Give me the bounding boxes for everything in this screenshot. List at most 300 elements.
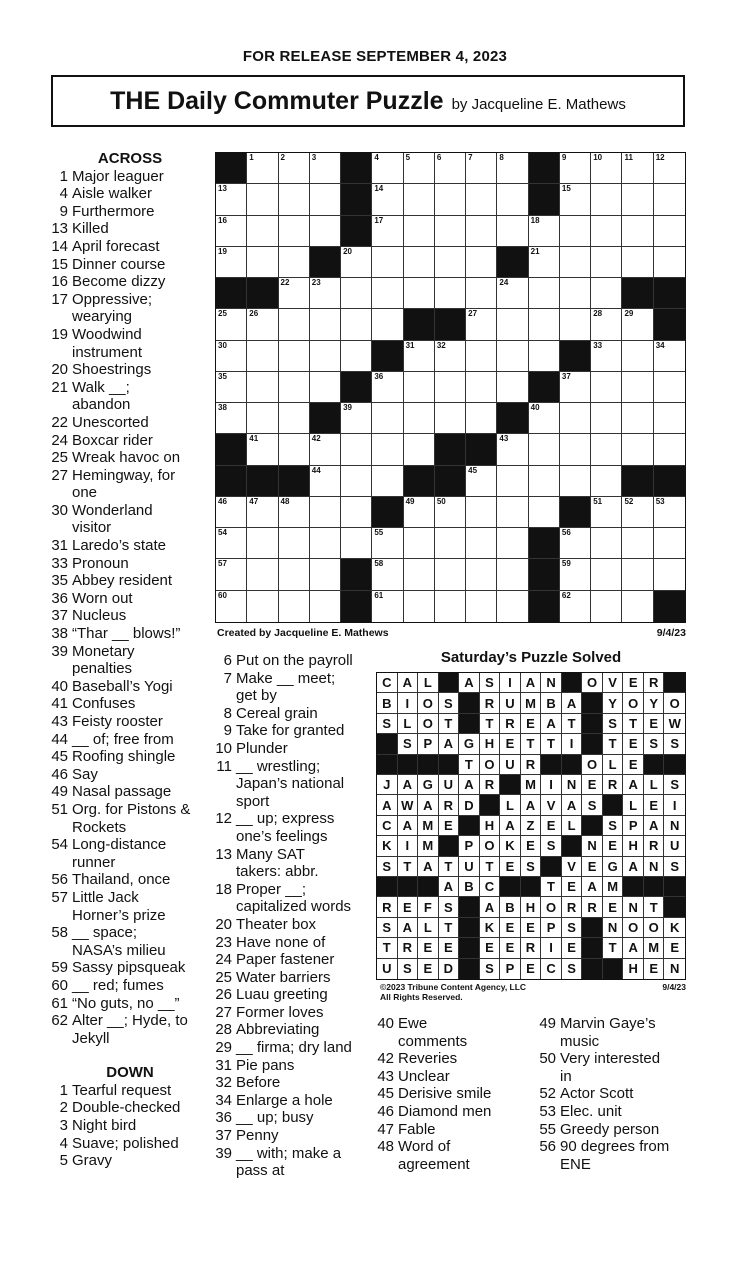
grid-cell[interactable] bbox=[310, 153, 341, 184]
grid-cell[interactable] bbox=[247, 153, 278, 184]
grid-cell[interactable] bbox=[591, 559, 622, 590]
solution-cell: E bbox=[398, 897, 419, 917]
grid-cell[interactable] bbox=[560, 372, 591, 403]
grid-cell[interactable] bbox=[560, 403, 591, 434]
grid-cell[interactable] bbox=[310, 591, 341, 622]
grid-cell[interactable] bbox=[372, 184, 403, 215]
cell-number: 4 bbox=[374, 153, 379, 162]
solution-cell: S bbox=[664, 857, 685, 877]
grid-cell[interactable] bbox=[560, 309, 591, 340]
solution-cell: E bbox=[521, 836, 542, 856]
grid-cell[interactable] bbox=[247, 559, 278, 590]
grid-cell[interactable] bbox=[310, 309, 341, 340]
down-header: DOWN bbox=[106, 1064, 154, 1082]
clue-text: Baseball’s Yogi bbox=[72, 677, 173, 695]
grid-cell[interactable] bbox=[341, 403, 372, 434]
grid-cell[interactable] bbox=[591, 278, 622, 309]
grid-cell[interactable] bbox=[654, 434, 685, 465]
clue-across-17 bbox=[50, 291, 210, 326]
grid-cell[interactable] bbox=[529, 434, 560, 465]
solution-cell: G bbox=[603, 857, 624, 877]
grid-cell[interactable] bbox=[466, 403, 497, 434]
solution-cell: L bbox=[418, 673, 439, 693]
grid-cell[interactable] bbox=[216, 341, 247, 372]
clue-down_col3-47 bbox=[376, 1121, 536, 1139]
clue-text: Woodwind bbox=[72, 325, 142, 343]
clue-down_col2-7 bbox=[214, 670, 374, 705]
solution-cell: G bbox=[459, 734, 480, 754]
grid-cell[interactable] bbox=[466, 528, 497, 559]
solution-cell: M bbox=[521, 693, 542, 713]
grid-cell[interactable] bbox=[591, 216, 622, 247]
grid-cell[interactable] bbox=[341, 434, 372, 465]
solution-black-square bbox=[439, 673, 460, 693]
grid-cell[interactable] bbox=[466, 466, 497, 497]
clue-number: 17 bbox=[51, 290, 68, 308]
grid-cell[interactable] bbox=[216, 372, 247, 403]
grid-cell[interactable] bbox=[216, 216, 247, 247]
grid-cell[interactable] bbox=[247, 309, 278, 340]
grid-cell[interactable] bbox=[529, 466, 560, 497]
grid-cell[interactable] bbox=[622, 247, 653, 278]
grid-cell[interactable] bbox=[216, 559, 247, 590]
grid-cell[interactable] bbox=[435, 341, 466, 372]
clue-down_col2-10 bbox=[214, 740, 374, 758]
grid-cell[interactable] bbox=[466, 559, 497, 590]
grid-cell[interactable] bbox=[404, 216, 435, 247]
grid-cell[interactable] bbox=[247, 341, 278, 372]
grid-cell[interactable] bbox=[622, 434, 653, 465]
cell-number: 41 bbox=[249, 434, 259, 444]
black-square bbox=[529, 372, 560, 403]
grid-cell[interactable] bbox=[247, 216, 278, 247]
grid-cell[interactable] bbox=[560, 278, 591, 309]
solution-cell: E bbox=[500, 857, 521, 877]
grid-cell[interactable] bbox=[497, 434, 528, 465]
grid-cell[interactable] bbox=[310, 216, 341, 247]
clue-number: 26 bbox=[215, 986, 232, 1004]
black-square bbox=[435, 466, 466, 497]
grid-cell[interactable] bbox=[560, 591, 591, 622]
solution-cell: E bbox=[562, 877, 583, 897]
grid-cell[interactable] bbox=[435, 278, 466, 309]
grid-cell[interactable] bbox=[654, 153, 685, 184]
grid-cell[interactable] bbox=[310, 559, 341, 590]
solution-cell: E bbox=[521, 959, 542, 979]
clue-text: Reveries bbox=[398, 1050, 458, 1068]
grid-cell[interactable] bbox=[372, 309, 403, 340]
grid-cell[interactable] bbox=[372, 591, 403, 622]
clue-across-21 bbox=[50, 379, 210, 414]
grid-cell[interactable] bbox=[372, 466, 403, 497]
grid-cell[interactable] bbox=[529, 341, 560, 372]
grid-cell[interactable] bbox=[654, 497, 685, 528]
grid-cell[interactable] bbox=[279, 247, 310, 278]
grid-cell[interactable] bbox=[341, 497, 372, 528]
clue-down_col2-13 bbox=[214, 846, 374, 881]
grid-cell[interactable] bbox=[341, 278, 372, 309]
black-square bbox=[247, 278, 278, 309]
grid-cell[interactable] bbox=[279, 591, 310, 622]
cell-number: 10 bbox=[593, 153, 603, 162]
grid-cell[interactable] bbox=[591, 309, 622, 340]
clue-number: 5 bbox=[59, 1152, 68, 1170]
grid-cell[interactable] bbox=[622, 153, 653, 184]
black-square bbox=[529, 559, 560, 590]
grid-cell[interactable] bbox=[216, 403, 247, 434]
copyright-line-1: ©2023 Tribune Content Agency, LLC bbox=[380, 982, 527, 992]
grid-cell[interactable] bbox=[372, 247, 403, 278]
cell-number: 6 bbox=[436, 153, 442, 162]
grid-cell[interactable] bbox=[622, 559, 653, 590]
solution-cell: E bbox=[644, 959, 665, 979]
grid-cell[interactable] bbox=[247, 184, 278, 215]
grid-cell[interactable] bbox=[591, 403, 622, 434]
grid-cell[interactable] bbox=[435, 216, 466, 247]
grid-cell[interactable] bbox=[529, 247, 560, 278]
grid-cell[interactable] bbox=[404, 497, 435, 528]
grid-cell[interactable] bbox=[622, 372, 653, 403]
clue-text: abandon bbox=[72, 396, 131, 414]
grid-cell[interactable] bbox=[560, 153, 591, 184]
solution-black-square bbox=[644, 877, 665, 897]
grid-cell[interactable] bbox=[372, 403, 403, 434]
grid-cell[interactable] bbox=[529, 309, 560, 340]
grid-cell[interactable] bbox=[654, 372, 685, 403]
grid-cell[interactable] bbox=[497, 559, 528, 590]
grid-cell[interactable] bbox=[341, 466, 372, 497]
grid-cell[interactable] bbox=[310, 184, 341, 215]
grid-cell[interactable] bbox=[279, 216, 310, 247]
grid-cell[interactable] bbox=[497, 591, 528, 622]
grid-cell[interactable] bbox=[591, 528, 622, 559]
grid-cell[interactable] bbox=[435, 559, 466, 590]
grid-cell[interactable] bbox=[497, 497, 528, 528]
grid-cell[interactable] bbox=[404, 341, 435, 372]
grid-cell[interactable] bbox=[247, 372, 278, 403]
clue-number: 40 bbox=[377, 1015, 394, 1032]
puzzle-title: THE Daily Commuter Puzzle bbox=[110, 86, 444, 115]
cell-number: 17 bbox=[374, 215, 384, 225]
black-square bbox=[529, 591, 560, 622]
grid-cell[interactable] bbox=[279, 153, 310, 184]
cell-number: 23 bbox=[311, 278, 321, 288]
grid-cell[interactable] bbox=[622, 591, 653, 622]
grid-cell[interactable] bbox=[560, 247, 591, 278]
cell-number: 55 bbox=[374, 528, 384, 538]
grid-cell[interactable] bbox=[497, 184, 528, 215]
clue-across-51 bbox=[50, 801, 210, 836]
grid-cell[interactable] bbox=[216, 497, 247, 528]
grid-cell[interactable] bbox=[497, 466, 528, 497]
solution-cell: B bbox=[500, 897, 521, 917]
black-square bbox=[404, 309, 435, 340]
grid-cell[interactable] bbox=[372, 153, 403, 184]
solution-cell: R bbox=[500, 714, 521, 734]
solution-cell: A bbox=[398, 816, 419, 836]
crossword-grid[interactable] bbox=[215, 152, 686, 623]
grid-cell[interactable] bbox=[435, 184, 466, 215]
grid-cell[interactable] bbox=[497, 216, 528, 247]
grid-cell[interactable] bbox=[310, 278, 341, 309]
grid-cell[interactable] bbox=[247, 497, 278, 528]
grid-cell[interactable] bbox=[247, 528, 278, 559]
clue-down_col2-28 bbox=[214, 1021, 374, 1039]
grid-cell[interactable] bbox=[247, 591, 278, 622]
grid-cell[interactable] bbox=[497, 309, 528, 340]
across-header: ACROSS bbox=[97, 150, 163, 167]
grid-cell[interactable] bbox=[622, 309, 653, 340]
grid-cell[interactable] bbox=[435, 497, 466, 528]
solution-cell: U bbox=[439, 775, 460, 795]
grid-cell[interactable] bbox=[654, 528, 685, 559]
black-square bbox=[497, 403, 528, 434]
cell-number: 2 bbox=[280, 153, 285, 162]
grid-cell[interactable] bbox=[247, 247, 278, 278]
clue-text: Furthermore bbox=[72, 202, 155, 220]
grid-cell[interactable] bbox=[372, 434, 403, 465]
grid-cell[interactable] bbox=[372, 372, 403, 403]
grid-cell[interactable] bbox=[435, 403, 466, 434]
solution-cell: H bbox=[623, 959, 644, 979]
clue-across-59 bbox=[50, 959, 210, 977]
grid-cell[interactable] bbox=[591, 184, 622, 215]
grid-cell[interactable] bbox=[404, 153, 435, 184]
clue-text: takers: abbr. bbox=[236, 863, 319, 881]
cell-number: 30 bbox=[218, 340, 227, 350]
clue-number: 13 bbox=[51, 220, 68, 238]
cell-number: 58 bbox=[374, 559, 384, 569]
solution-black-square bbox=[398, 877, 419, 897]
grid-cell[interactable] bbox=[372, 216, 403, 247]
grid-cell[interactable] bbox=[560, 184, 591, 215]
solution-cell: E bbox=[562, 938, 583, 958]
grid-cell[interactable] bbox=[466, 309, 497, 340]
grid-cell[interactable] bbox=[466, 341, 497, 372]
grid-cell[interactable] bbox=[216, 184, 247, 215]
grid-cell[interactable] bbox=[654, 403, 685, 434]
clue-text: Long-distance bbox=[72, 836, 167, 854]
grid-cell[interactable] bbox=[591, 153, 622, 184]
grid-cell[interactable] bbox=[560, 559, 591, 590]
clue-text: Many SAT bbox=[236, 845, 305, 863]
grid-cell[interactable] bbox=[466, 184, 497, 215]
grid-cell[interactable] bbox=[466, 591, 497, 622]
black-square bbox=[341, 216, 372, 247]
clue-number: 33 bbox=[51, 554, 68, 572]
solution-cell: K bbox=[664, 918, 685, 938]
grid-cell[interactable] bbox=[404, 591, 435, 622]
solution-black-square bbox=[398, 755, 419, 775]
grid-cell[interactable] bbox=[591, 466, 622, 497]
grid-cell[interactable] bbox=[622, 216, 653, 247]
grid-cell[interactable] bbox=[310, 466, 341, 497]
solution-cell: T bbox=[541, 734, 562, 754]
grid-cell[interactable] bbox=[622, 341, 653, 372]
grid-cell[interactable] bbox=[622, 497, 653, 528]
grid-cell[interactable] bbox=[404, 247, 435, 278]
grid-cell[interactable] bbox=[466, 497, 497, 528]
solution-cell: O bbox=[480, 836, 501, 856]
grid-cell[interactable] bbox=[622, 403, 653, 434]
cell-number: 50 bbox=[436, 496, 446, 506]
clue-down_col2-39 bbox=[214, 1145, 374, 1180]
grid-cell[interactable] bbox=[279, 372, 310, 403]
grid-cell[interactable] bbox=[435, 153, 466, 184]
cell-number: 21 bbox=[530, 246, 540, 256]
solution-cell: L bbox=[623, 795, 644, 815]
cell-number: 46 bbox=[218, 496, 227, 506]
solution-cell: E bbox=[480, 938, 501, 958]
grid-cell[interactable] bbox=[404, 278, 435, 309]
grid-cell[interactable] bbox=[466, 247, 497, 278]
grid-cell[interactable] bbox=[247, 434, 278, 465]
clue-number: 23 bbox=[215, 933, 232, 951]
clue-text: Fable bbox=[398, 1120, 436, 1138]
grid-cell[interactable] bbox=[529, 497, 560, 528]
solution-cell: R bbox=[582, 897, 603, 917]
grid-cell[interactable] bbox=[310, 497, 341, 528]
grid-cell[interactable] bbox=[654, 559, 685, 590]
clue-number: 20 bbox=[215, 915, 232, 933]
grid-cell[interactable] bbox=[622, 184, 653, 215]
solution-cell: L bbox=[418, 918, 439, 938]
grid-cell[interactable] bbox=[466, 153, 497, 184]
clue-number: 29 bbox=[215, 1039, 232, 1057]
clue-text: Abbreviating bbox=[236, 1021, 320, 1039]
grid-cell[interactable] bbox=[310, 434, 341, 465]
clue-text: Cereal grain bbox=[236, 704, 318, 722]
grid-cell[interactable] bbox=[529, 216, 560, 247]
grid-cell[interactable] bbox=[404, 434, 435, 465]
grid-cell[interactable] bbox=[497, 341, 528, 372]
grid-cell[interactable] bbox=[560, 466, 591, 497]
solution-cell: E bbox=[500, 918, 521, 938]
grid-cell[interactable] bbox=[404, 403, 435, 434]
cell-number: 28 bbox=[593, 309, 603, 319]
grid-cell[interactable] bbox=[529, 403, 560, 434]
black-square bbox=[372, 497, 403, 528]
grid-cell[interactable] bbox=[279, 497, 310, 528]
clue-text: __ up; busy bbox=[236, 1109, 314, 1127]
solution-cell: R bbox=[603, 775, 624, 795]
grid-cell[interactable] bbox=[310, 528, 341, 559]
clue-down_col1-2 bbox=[50, 1099, 210, 1117]
grid-cell[interactable] bbox=[435, 528, 466, 559]
solution-cell: L bbox=[603, 755, 624, 775]
grid-cell[interactable] bbox=[372, 278, 403, 309]
grid-cell[interactable] bbox=[466, 372, 497, 403]
grid-cell[interactable] bbox=[279, 559, 310, 590]
grid-cell[interactable] bbox=[654, 247, 685, 278]
grid-cell[interactable] bbox=[404, 184, 435, 215]
clue-across-54 bbox=[50, 836, 210, 871]
grid-cell[interactable] bbox=[560, 216, 591, 247]
clue-text: instrument bbox=[72, 343, 143, 361]
grid-cell[interactable] bbox=[341, 528, 372, 559]
grid-cell[interactable] bbox=[591, 591, 622, 622]
grid-cell[interactable] bbox=[497, 528, 528, 559]
clue-text: “No guts, no __” bbox=[72, 994, 180, 1012]
grid-cell[interactable] bbox=[279, 309, 310, 340]
grid-cell[interactable] bbox=[466, 278, 497, 309]
grid-cell[interactable] bbox=[654, 341, 685, 372]
grid-cell[interactable] bbox=[560, 528, 591, 559]
solution-cell: U bbox=[459, 857, 480, 877]
grid-cell[interactable] bbox=[466, 216, 497, 247]
grid-cell[interactable] bbox=[310, 341, 341, 372]
grid-cell[interactable] bbox=[654, 216, 685, 247]
grid-cell[interactable] bbox=[372, 559, 403, 590]
grid-cell[interactable] bbox=[435, 591, 466, 622]
grid-cell[interactable] bbox=[591, 372, 622, 403]
grid-cell[interactable] bbox=[654, 184, 685, 215]
cell-number: 5 bbox=[405, 153, 411, 162]
black-square bbox=[654, 309, 685, 340]
grid-cell[interactable] bbox=[404, 528, 435, 559]
grid-cell[interactable] bbox=[591, 434, 622, 465]
solution-cell: O bbox=[582, 673, 603, 693]
grid-cell[interactable] bbox=[216, 309, 247, 340]
grid-cell[interactable] bbox=[591, 341, 622, 372]
solution-cell: A bbox=[377, 795, 398, 815]
grid-cell[interactable] bbox=[247, 403, 278, 434]
grid-cell[interactable] bbox=[497, 372, 528, 403]
grid-cell[interactable] bbox=[216, 247, 247, 278]
grid-cell[interactable] bbox=[435, 372, 466, 403]
solution-grid bbox=[376, 672, 686, 980]
grid-cell[interactable] bbox=[341, 309, 372, 340]
grid-cell[interactable] bbox=[279, 341, 310, 372]
grid-cell[interactable] bbox=[497, 153, 528, 184]
clue-text: Sassy pipsqueak bbox=[72, 959, 186, 977]
clue-text: Dinner course bbox=[72, 255, 166, 273]
grid-cell[interactable] bbox=[279, 403, 310, 434]
solution-title: Saturday’s Puzzle Solved bbox=[440, 649, 622, 666]
grid-cell[interactable] bbox=[404, 559, 435, 590]
clue-number: 24 bbox=[215, 951, 232, 969]
grid-cell[interactable] bbox=[529, 278, 560, 309]
grid-cell[interactable] bbox=[560, 434, 591, 465]
grid-cell[interactable] bbox=[497, 278, 528, 309]
cell-number: 13 bbox=[218, 184, 227, 194]
clue-text: Marvin Gaye’s bbox=[560, 1015, 656, 1032]
grid-cell[interactable] bbox=[279, 184, 310, 215]
solution-cell: T bbox=[480, 714, 501, 734]
grid-cell[interactable] bbox=[279, 434, 310, 465]
clue-text: get by bbox=[236, 687, 277, 705]
grid-cell[interactable] bbox=[591, 497, 622, 528]
grid-cell[interactable] bbox=[591, 247, 622, 278]
grid-cell[interactable] bbox=[372, 528, 403, 559]
grid-cell[interactable] bbox=[341, 341, 372, 372]
black-square bbox=[341, 559, 372, 590]
grid-cell[interactable] bbox=[279, 278, 310, 309]
cell-number: 33 bbox=[593, 340, 603, 350]
grid-cell[interactable] bbox=[435, 247, 466, 278]
grid-cell[interactable] bbox=[310, 372, 341, 403]
grid-cell[interactable] bbox=[216, 528, 247, 559]
title-box bbox=[51, 75, 685, 127]
grid-cell[interactable] bbox=[404, 372, 435, 403]
grid-cell[interactable] bbox=[622, 528, 653, 559]
clue-text: Boxcar rider bbox=[72, 431, 153, 449]
grid-cell[interactable] bbox=[341, 247, 372, 278]
solution-black-square bbox=[582, 734, 603, 754]
grid-cell[interactable] bbox=[279, 528, 310, 559]
credit-line: Created by Jacqueline E. Mathews bbox=[217, 627, 389, 639]
grid-cell[interactable] bbox=[216, 591, 247, 622]
